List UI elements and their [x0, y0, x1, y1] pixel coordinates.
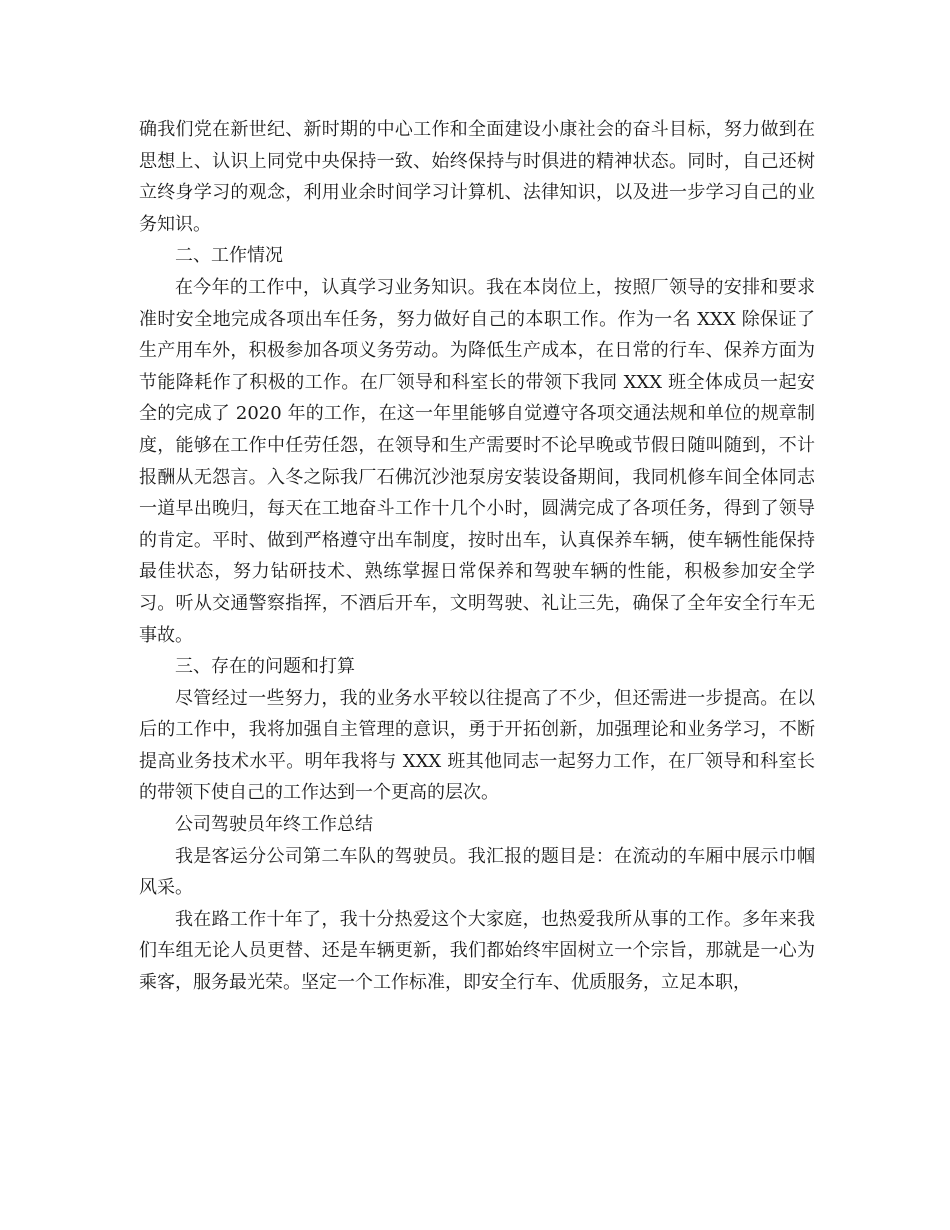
paragraph-driver-intro: 我是客运分公司第二车队的驾驶员。我汇报的题目是：在流动的车厢中展示巾帼风采。	[139, 845, 815, 899]
document-title-driver-summary: 公司驾驶员年终工作总结	[175, 814, 373, 836]
paragraph-problems-plans: 尽管经过一些努力，我的业务水平较以往提高了不少，但还需进一步提高。在以后的工作中，我将加强自主管理的意识，勇于开拓创新，加强理论和业务学习，不断提高业务技术水平。明年我将与 XXX 班其他同志一起努力工作，在厂领导和科室长的带领下使自己的工作达到一个更高的层次。	[139, 687, 815, 804]
section-heading-problems-plans: 三、存在的问题和打算	[175, 656, 355, 678]
section-heading-work-situation: 二、工作情况	[175, 245, 283, 267]
document-body	[139, 114, 815, 999]
paragraph-driver-ten-years: 我在路工作十年了，我十分热爱这个大家庭，也热爱我所从事的工作。多年来我们车组无论人员更替、还是车辆更新，我们都始终牢固树立一个宗旨，那就是一心为乘客，服务最光荣。坚定一个工作标准，即安全行车、优质服务，立足本职，	[139, 908, 815, 994]
paragraph-study-continuation: 确我们党在新世纪、新时期的中心工作和全面建设小康社会的奋斗目标，努力做到在思想上、认识上同党中央保持一致、始终保持与时俱进的精神状态。同时，自己还树立终身学习的观念，利用业余时间学习计算机、法律知识，以及进一步学习自己的业务知识。	[139, 119, 815, 235]
paragraph-work-situation: 在今年的工作中，认真学习业务知识。我在本岗位上，按照厂领导的安排和要求准时安全地完成各项出车任务，努力做好自己的本职工作。作为一名 XXX 除保证了生产用车外，积极参加各项义务劳动。为降低生产成本，在日常的行车、保养方面为节能降耗作了积极的工作。在厂领导和科室长的带领下我同 XXX 班全体成员一起安全的完成了 2020 年的工作，在这一年里能够自觉遵守各项交通法规和单位的规章制度，能够在工作中任劳任怨，在领导和生产需要时不论早晚或节假日随叫随到，不计报酬从无怨言。入冬之际我厂石佛沉沙池泵房安装设备期间，我同机修车间全体同志一道早出晚归，每天在工地奋斗工作十几个小时，圆满完成了各项任务，得到了领导的肯定。平时、做到严格遵守出车制度，按时出车，认真保养车辆，使车辆性能保持最佳状态，努力钻研技术、熟练掌握日常保养和驾驶车辆的性能，积极参加安全学习。听从交通警察指挥，不酒后开车，文明驾驶、礼让三先，确保了全年安全行车无事故。	[139, 276, 815, 646]
